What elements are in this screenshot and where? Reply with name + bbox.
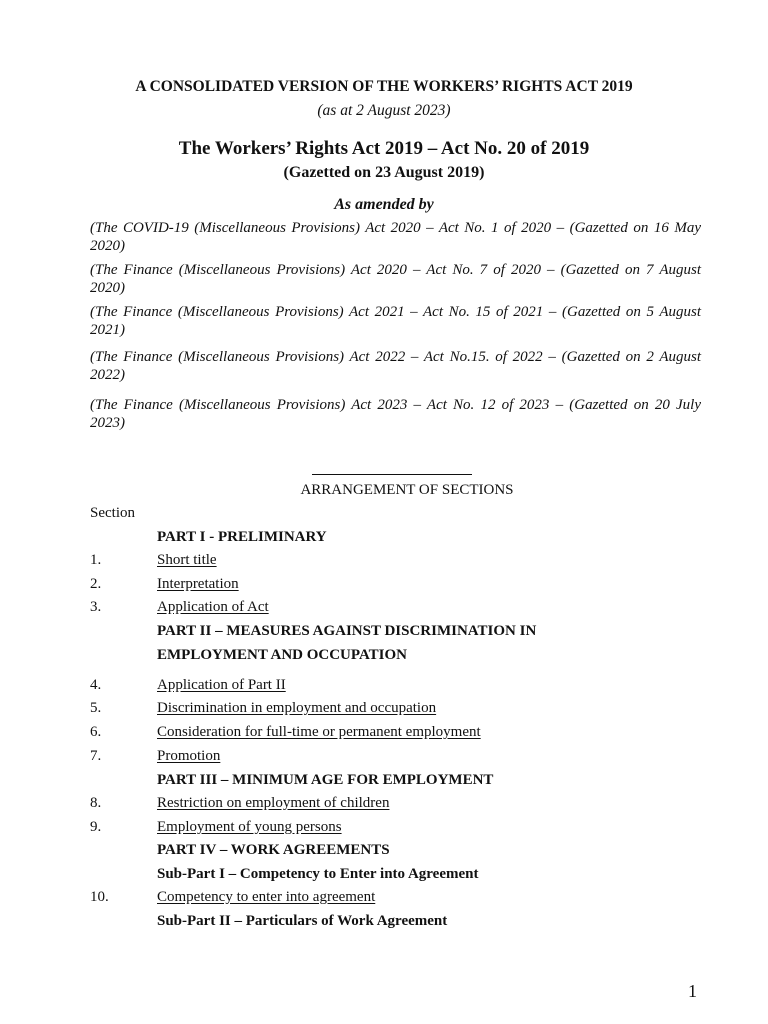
as-at-date: (as at 2 August 2023) xyxy=(317,102,451,119)
amendment-item: (The Finance (Miscellaneous Provisions) Act 2021 – Act No. 15 of 2021 – (Gazetted on 5 August 2021) xyxy=(90,304,701,338)
section-link[interactable]: Competency to enter into agreement xyxy=(157,889,376,905)
section-divider xyxy=(312,474,472,475)
section-link[interactable]: Employment of young persons xyxy=(157,819,342,835)
section-link[interactable]: Promotion xyxy=(157,748,221,764)
amendment-item: (The Finance (Miscellaneous Provisions) Act 2023 – Act No. 12 of 2023 – (Gazetted on 20 July 2023) xyxy=(90,397,701,431)
section-number: 2. xyxy=(90,576,102,592)
subpart-heading: Sub-Part II – Particulars of Work Agreement xyxy=(157,913,448,929)
part-heading: PART IV – WORK AGREEMENTS xyxy=(157,842,390,858)
section-column-label: Section xyxy=(90,505,135,521)
consolidated-title: A CONSOLIDATED VERSION OF THE WORKERS’ RIGHTS ACT 2019 xyxy=(135,78,633,95)
section-number: 10. xyxy=(90,889,109,905)
subpart-heading: Sub-Part I – Competency to Enter into Agreement xyxy=(157,866,479,882)
section-number: 6. xyxy=(90,724,102,740)
part-heading-continued: EMPLOYMENT AND OCCUPATION xyxy=(157,647,408,663)
section-link[interactable]: Restriction on employment of children xyxy=(157,795,390,811)
section-number: 8. xyxy=(90,795,102,811)
section-number: 1. xyxy=(90,552,102,568)
part-heading: PART III – MINIMUM AGE FOR EMPLOYMENT xyxy=(157,772,494,788)
section-link[interactable]: Consideration for full-time or permanent employment xyxy=(157,724,481,740)
amendment-item: (The Finance (Miscellaneous Provisions) Act 2020 – Act No. 7 of 2020 – (Gazetted on 7 August 2020) xyxy=(90,262,701,296)
section-link[interactable]: Application of Act xyxy=(157,599,269,615)
part-heading: PART I - PRELIMINARY xyxy=(157,529,327,545)
section-number: 5. xyxy=(90,700,102,716)
section-number: 9. xyxy=(90,819,102,835)
section-number: 4. xyxy=(90,677,102,693)
section-link[interactable]: Discrimination in employment and occupation xyxy=(157,700,437,716)
part-heading: PART II – MEASURES AGAINST DISCRIMINATION IN xyxy=(157,623,537,639)
arrangement-title: ARRANGEMENT OF SECTIONS xyxy=(300,482,514,498)
section-number: 7. xyxy=(90,748,102,764)
page-number: 1 xyxy=(688,981,697,1001)
amended-by-label: As amended by xyxy=(334,196,434,213)
section-link[interactable]: Short title xyxy=(157,552,217,568)
section-link[interactable]: Interpretation xyxy=(157,576,239,592)
amendment-item: (The COVID-19 (Miscellaneous Provisions) Act 2020 – Act No. 1 of 2020 – (Gazetted on 16 May 2020) xyxy=(90,220,701,254)
act-title: The Workers’ Rights Act 2019 – Act No. 20 of 2019 xyxy=(178,138,590,159)
amendment-item: (The Finance (Miscellaneous Provisions) Act 2022 – Act No.15. of 2022 – (Gazetted on 2 August 2022) xyxy=(90,349,701,383)
gazetted-date: (Gazetted on 23 August 2019) xyxy=(283,164,485,181)
section-number: 3. xyxy=(90,599,102,615)
section-link[interactable]: Application of Part II xyxy=(157,677,286,693)
